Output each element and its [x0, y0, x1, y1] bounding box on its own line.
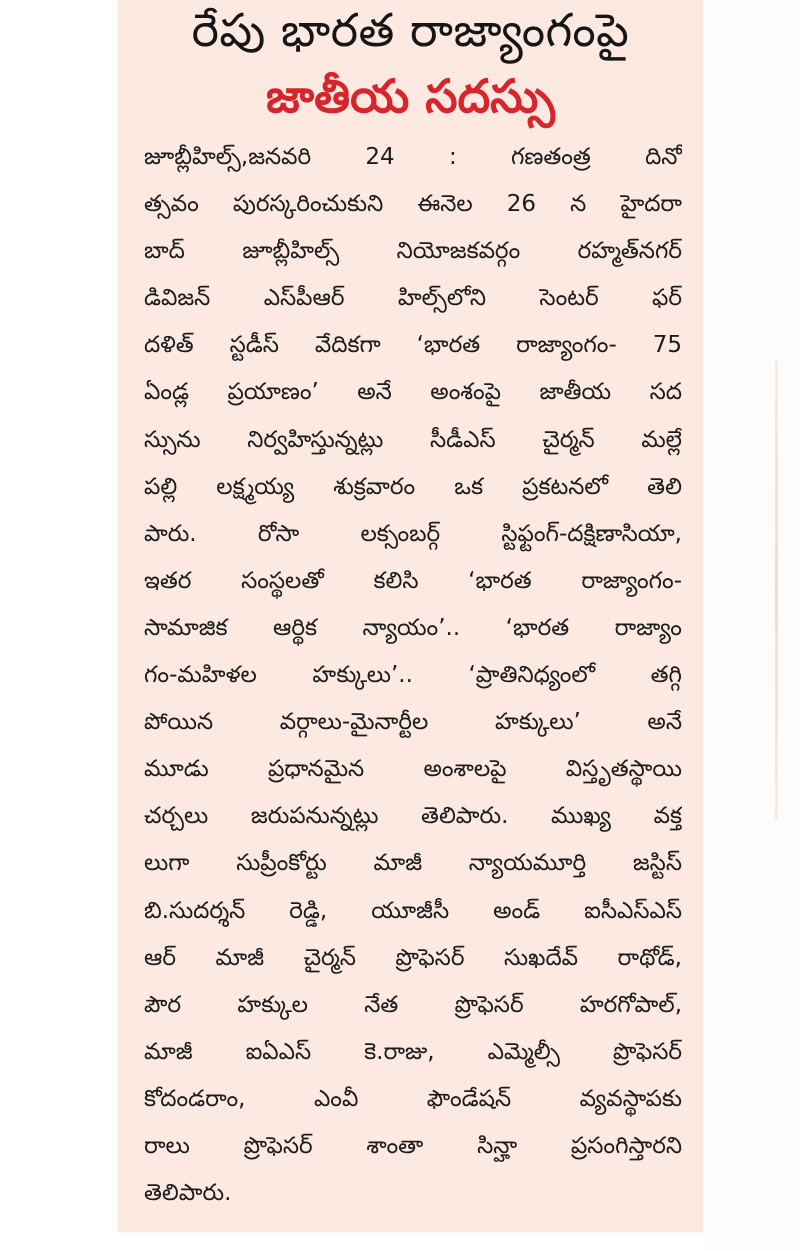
article-word: ఫర్: [651, 285, 682, 312]
article-word: మాజీ: [215, 944, 265, 971]
article-line: [144, 417, 682, 464]
article-line: [144, 181, 682, 228]
article-word: రోసా: [257, 520, 300, 547]
article-word: కలిసి: [373, 567, 419, 594]
article-word: ఎమ్మెల్సీ: [487, 1038, 560, 1065]
article-word: వేదికగా: [314, 332, 381, 359]
article-word: రాలు: [144, 1132, 190, 1159]
article-word: ఏండ్ల: [144, 379, 190, 406]
article-word: ఆర్థిక: [273, 614, 318, 641]
article-word: స్సును: [144, 426, 201, 453]
article-word: పారు.: [144, 520, 197, 547]
article-line: [144, 888, 682, 935]
article-word: ప్రొఫెసర్: [612, 1038, 682, 1065]
article-word: విస్తృతస్థాయి: [565, 756, 682, 783]
article-word: న్యాయమూర్తి: [468, 850, 587, 877]
article-word: న్యాయం’..: [362, 614, 461, 641]
article-word: తెలిపారు.: [421, 803, 509, 830]
article-word: నియోజకవర్గం: [396, 238, 521, 265]
article-line: [144, 699, 682, 746]
article-word: కోదండరాం,: [144, 1085, 246, 1112]
article-word: ప్రొఫెసర్: [395, 944, 465, 971]
article-word: దళిత్: [144, 332, 194, 359]
article-word: పౌర: [144, 991, 182, 1018]
article-line: [144, 511, 682, 558]
article-word: ప్రొఫెసర్: [243, 1132, 313, 1159]
article-word: ఫౌండేషన్: [426, 1085, 512, 1112]
article-word: దినో: [645, 144, 682, 170]
newspaper-clipping: [118, 0, 703, 1232]
article-line: [144, 275, 682, 322]
article-word: లక్ష్మయ్య: [216, 473, 295, 500]
article-word: జూబ్లీహిల్స్,జనవరి: [144, 144, 312, 170]
article-word: మాజీ: [373, 850, 423, 877]
article-line: [144, 1029, 682, 1076]
article-word: సంస్థలతో: [241, 567, 324, 594]
article-word: వ్యవస్థాపకు: [579, 1085, 682, 1112]
article-word: ‘భారత: [416, 332, 481, 359]
article-word: ఎంవీ: [313, 1085, 359, 1112]
article-word: మూడు: [144, 756, 209, 783]
article-word: న: [570, 191, 587, 218]
article-word: రహ్మత్‌నగర్: [577, 238, 682, 265]
scan-streak: [775, 360, 778, 820]
article-line: [144, 1076, 682, 1123]
article-word: సిన్హా: [477, 1132, 518, 1159]
article-line: [144, 558, 682, 605]
article-word: :: [448, 144, 457, 170]
article-word: సుప్రీంకోర్టు: [236, 850, 327, 877]
article-line: [144, 840, 682, 887]
article-word: 24: [365, 144, 395, 170]
article-line: [144, 652, 682, 699]
article-word: లక్సంబర్గ్: [360, 520, 441, 547]
article-word: కె.రాజు,: [364, 1038, 435, 1065]
article-word: శుక్రవారం: [333, 473, 416, 500]
article-word: మల్లే: [641, 426, 682, 453]
article-line: [144, 464, 682, 511]
article-line: [144, 134, 682, 181]
article-word: హిల్స్‌లోని: [397, 285, 487, 312]
article-word: ముఖ్య: [551, 803, 611, 830]
article-word: డివిజన్: [144, 285, 211, 312]
article-line: [144, 1123, 682, 1170]
article-line: [144, 1170, 682, 1217]
article-word: జూబ్లీహిల్స్: [242, 238, 340, 265]
article-word: రాథోడ్,: [617, 944, 682, 971]
article-word: చైర్మన్: [542, 426, 595, 453]
article-word: హక్కులు’..: [312, 662, 413, 689]
article-word: ‘భారత: [505, 614, 570, 641]
article-word: అంశాలపై: [423, 756, 507, 783]
article-word: సద: [649, 379, 682, 406]
headline-secondary: జాతీయ సదస్సు: [266, 69, 555, 123]
article-word: ఆర్: [144, 944, 176, 971]
article-word: వక్త: [653, 803, 682, 830]
scan-margin-right: [703, 0, 800, 1250]
article-word: పోయిన: [144, 709, 214, 736]
article-word: 26: [506, 191, 537, 218]
article-line: [144, 369, 682, 416]
article-word: చర్చలు: [144, 803, 209, 830]
article-word: తెలి: [647, 473, 682, 500]
article-word: ప్రధానమైన: [267, 756, 365, 783]
article-word: సీడీఎస్: [430, 426, 496, 453]
article-word: హక్కులు’: [494, 709, 581, 736]
article-word: హైదరా: [620, 191, 682, 218]
article-word: ఐసీఎస్ఎస్: [584, 897, 682, 924]
article-line: [144, 746, 682, 793]
headline-primary: రేపు భారత రాజ్యాంగంపై: [191, 3, 630, 57]
article-word: మాజీ: [144, 1038, 193, 1065]
article-word: లుగా: [144, 850, 190, 877]
article-word: స్టిఫ్టంగ్-దక్షిణాసియా,: [501, 520, 682, 547]
article-word: యూజీసీ: [371, 897, 450, 924]
article-word: ఒక: [454, 473, 484, 500]
article-word: ఎస్‌పీఆర్: [263, 285, 345, 312]
article-word: ప్రసంగిస్తారని: [570, 1132, 682, 1159]
article-line: [144, 935, 682, 982]
article-word: రాజ్యాం: [614, 614, 682, 641]
article-word: హక్కుల: [237, 991, 308, 1018]
article-line: [144, 228, 682, 275]
article-word: నిర్వహిస్తున్నట్లు: [247, 426, 384, 453]
article-word: అండ్: [493, 897, 541, 924]
scan-margin-left: [0, 0, 118, 1250]
article-word: ‘ప్రాతినిధ్యంలో: [468, 662, 596, 689]
article-word: పురస్కరించుకుని: [232, 191, 384, 218]
article-word: సెంటర్: [539, 285, 599, 312]
article-word: ఐఏఎస్: [245, 1038, 312, 1065]
article-word: ఈనెల: [417, 191, 473, 218]
article-word: స్టడీస్: [229, 332, 279, 359]
article-word: రెడ్డి,: [289, 897, 328, 924]
article-word: ‘భారత: [468, 567, 532, 594]
article-word: తెలిపారు.: [144, 1180, 232, 1207]
article-word: తగ్గి: [650, 662, 682, 689]
article-word: 75: [652, 332, 682, 359]
article-body: [144, 134, 682, 1217]
article-word: సామాజిక: [144, 614, 228, 641]
article-line: [144, 982, 682, 1029]
article-line: [144, 793, 682, 840]
article-word: జస్టిస్: [632, 850, 682, 877]
article-word: జాతీయ: [539, 379, 612, 406]
article-line: [144, 322, 682, 369]
article-word: వర్గాలు-మైనార్టీల: [279, 709, 429, 736]
article-word: ప్రయాణం’: [227, 379, 319, 406]
article-word: చైర్మన్: [303, 944, 356, 971]
article-word: పల్లి: [144, 473, 178, 500]
article-word: అనే: [357, 379, 392, 406]
article-word: రాజ్యాంగం-: [516, 332, 617, 359]
article-word: హరగోపాల్,: [579, 991, 682, 1018]
article-line: [144, 605, 682, 652]
article-word: ప్రొఫెసర్: [454, 991, 524, 1018]
article-word: బి.సుదర్శన్: [144, 897, 246, 924]
article-word: శాంతా: [366, 1132, 424, 1159]
article-word: సుఖదేవ్: [503, 944, 579, 971]
article-word: ఇతర: [144, 567, 192, 594]
article-word: అనే: [647, 709, 682, 736]
article-word: జరుపనున్నట్లు: [250, 803, 379, 830]
article-word: బాద్: [144, 238, 185, 265]
article-word: గణతంత్ర: [510, 144, 591, 170]
article-word: త్సవం: [144, 191, 199, 218]
article-word: రాజ్యాంగం-: [581, 567, 682, 594]
article-word: గం-మహిళల: [144, 662, 257, 689]
article-word: నేత: [364, 991, 399, 1018]
article-word: అంశంపై: [430, 379, 502, 406]
article-word: ప్రకటనలో: [522, 473, 609, 500]
